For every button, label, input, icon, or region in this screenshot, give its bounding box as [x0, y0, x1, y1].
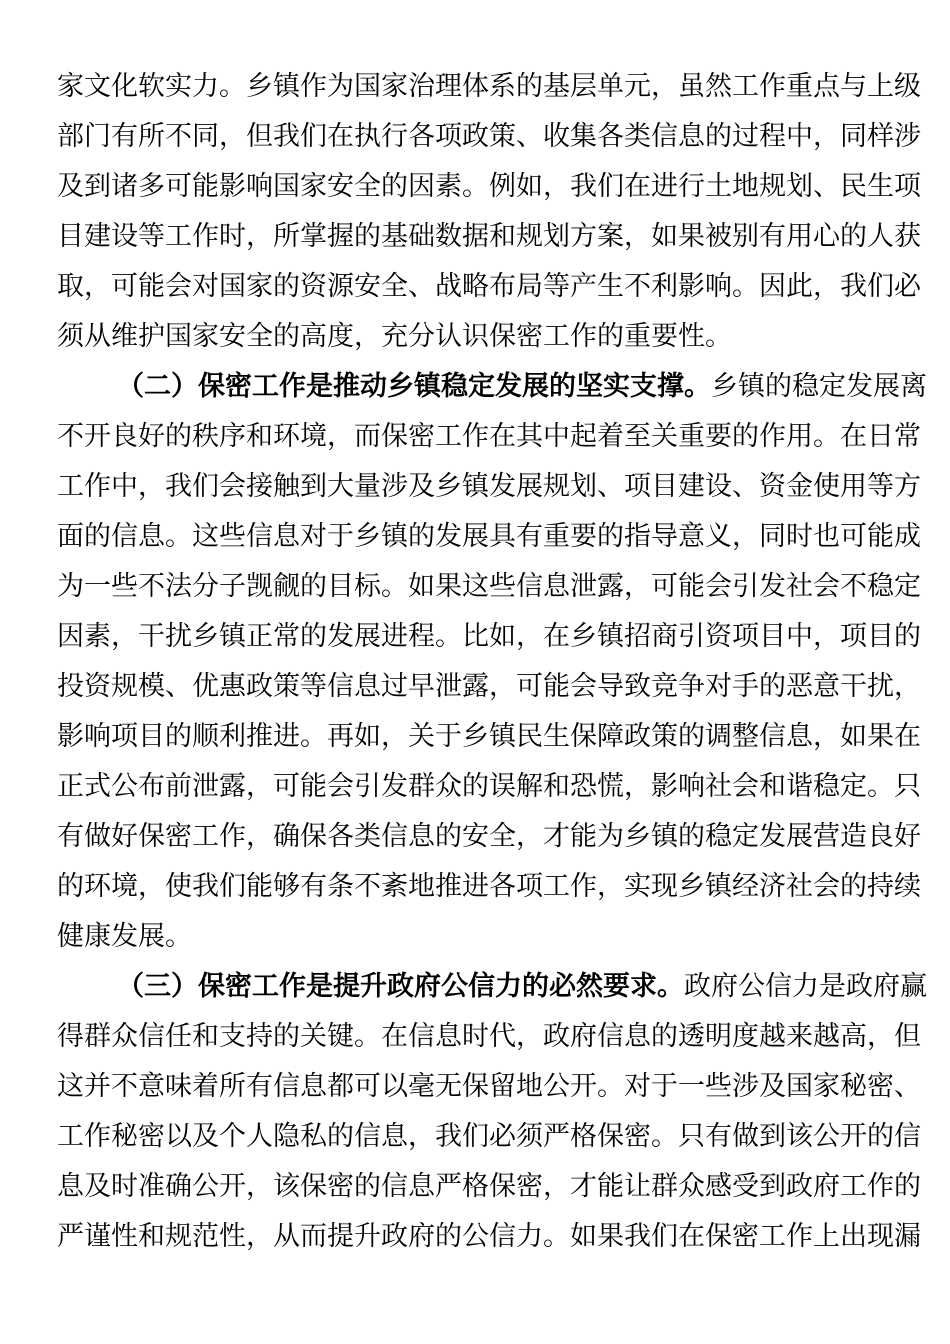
paragraph-3-line-4: 工作秘密以及个人隐私的信息，我们必须严格保密。只有做到该公开的信 [57, 1121, 921, 1152]
paragraph-3-first-line [117, 962, 927, 1012]
paragraph-2-line-11: 的环境，使我们能够有条不紊地推进各项工作，实现乡镇经济社会的持续 [57, 871, 921, 902]
paragraph-2-line-10: 有做好保密工作，确保各类信息的安全，才能为乡镇的稳定发展营造良好 [57, 821, 921, 852]
paragraph-2-first-line [117, 362, 927, 412]
paragraph-1-line-5: 取，可能会对国家的资源安全、战略布局等产生不利影响。因此，我们必 [57, 271, 921, 302]
paragraph-2-line-4: 面的信息。这些信息对于乡镇的发展具有重要的指导意义，同时也可能成 [57, 521, 921, 552]
paragraph-1-line-3: 及到诸多可能影响国家安全的因素。例如，我们在进行土地规划、民生项 [57, 171, 921, 202]
paragraph-2-line-7: 投资规模、优惠政策等信息过早泄露，可能会导致竞争对手的恶意干扰， [57, 671, 921, 702]
paragraph-3-line-3: 这并不意味着所有信息都可以毫无保留地公开。对于一些涉及国家秘密、 [57, 1071, 921, 1102]
paragraph-2-line-8: 影响项目的顺利推进。再如，关于乡镇民生保障政策的调整信息，如果在 [57, 721, 921, 752]
paragraph-2-line-5: 为一些不法分子觊觎的目标。如果这些信息泄露，可能会引发社会不稳定 [57, 571, 921, 602]
section-heading-3: （三）保密工作是提升政府公信力的必然要求。 [117, 971, 684, 1002]
paragraph-3-line-2: 得群众信任和支持的关键。在信息时代，政府信息的透明度越来越高，但 [57, 1021, 921, 1052]
paragraph-2-line-3: 工作中，我们会接触到大量涉及乡镇发展规划、项目建设、资金使用等方 [57, 471, 921, 502]
paragraph-2-line-12: 健康发展。 [57, 921, 192, 952]
paragraph-2-line-6: 因素，干扰乡镇正常的发展进程。比如，在乡镇招商引资项目中，项目的 [57, 621, 921, 652]
paragraph-1-line-6: 须从维护国家安全的高度，充分认识保密工作的重要性。 [57, 321, 732, 352]
paragraph-3-first-line-text: 政府公信力是政府赢 [684, 971, 927, 1002]
paragraph-2-line-9: 正式公布前泄露，可能会引发群众的误解和恐慌，影响社会和谐稳定。只 [57, 771, 921, 802]
paragraph-2-line-2: 不开良好的秩序和环境，而保密工作在其中起着至关重要的作用。在日常 [57, 421, 921, 452]
paragraph-3-line-6: 严谨性和规范性，从而提升政府的公信力。如果我们在保密工作上出现漏 [57, 1221, 921, 1252]
paragraph-2-first-line-text: 乡镇的稳定发展离 [711, 371, 927, 402]
paragraph-3-line-5: 息及时准确公开，该保密的信息严格保密，才能让群众感受到政府工作的 [57, 1171, 921, 1202]
paragraph-1-line-4: 目建设等工作时，所掌握的基础数据和规划方案，如果被别有用心的人获 [57, 221, 921, 252]
section-heading-2: （二）保密工作是推动乡镇稳定发展的坚实支撑。 [117, 371, 711, 402]
paragraph-1-line-1: 家文化软实力。乡镇作为国家治理体系的基层单元，虽然工作重点与上级 [57, 71, 921, 102]
paragraph-1-line-2: 部门有所不同，但我们在执行各项政策、收集各类信息的过程中，同样涉 [57, 121, 921, 152]
